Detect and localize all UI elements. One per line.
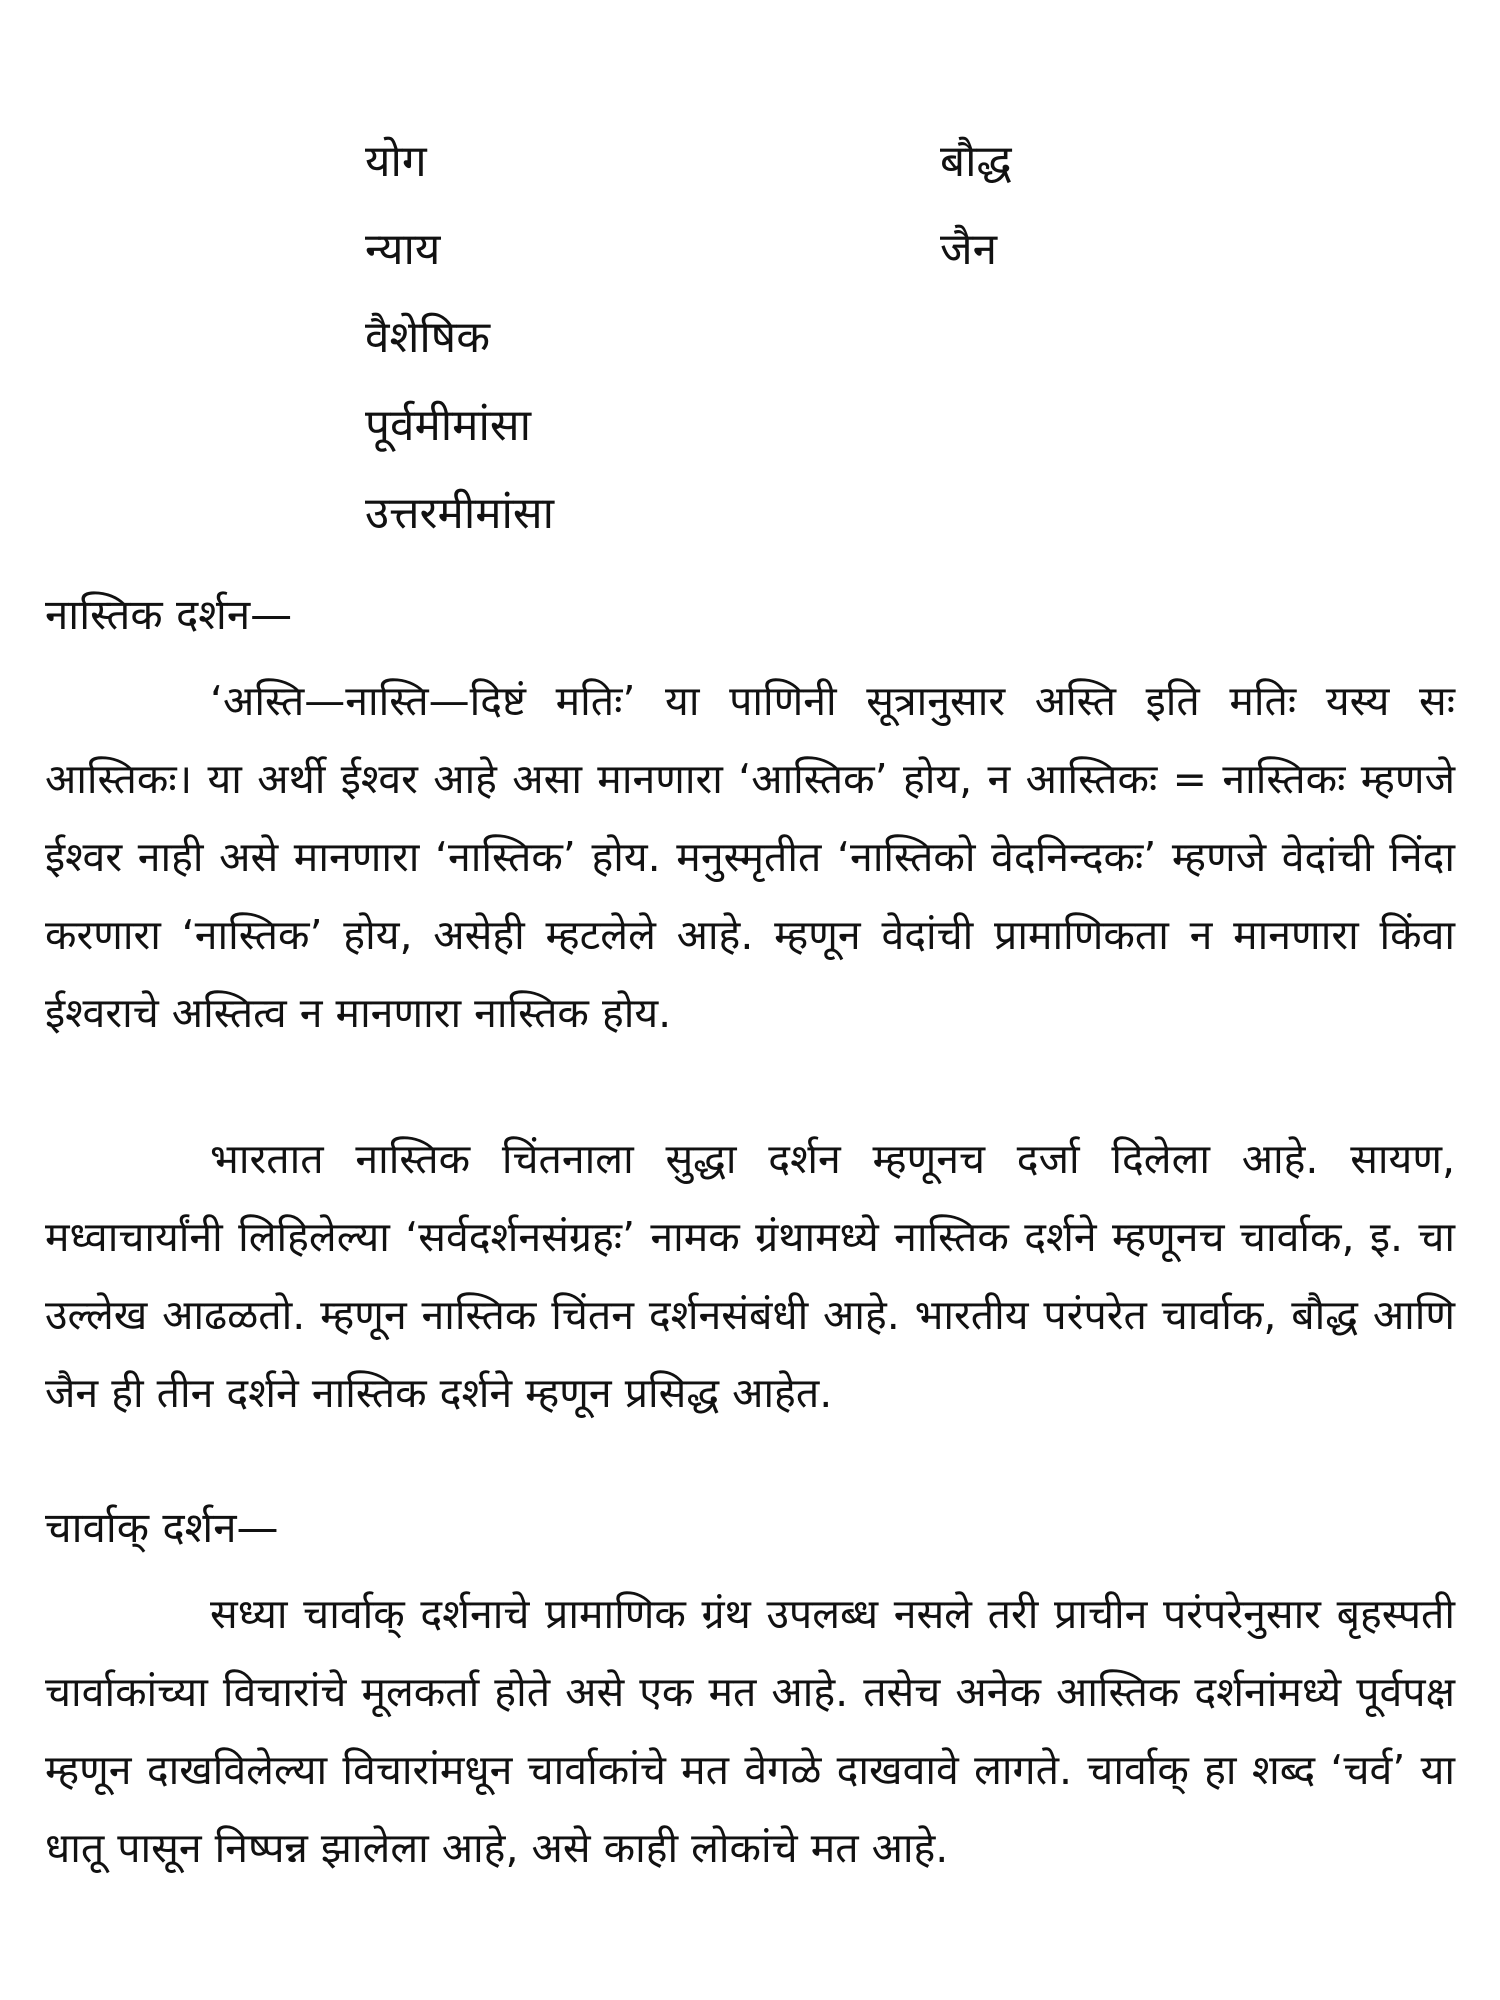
paragraph: सध्या चार्वाक् दर्शनाचे प्रामाणिक ग्रंथ उपलब्ध नसले तरी प्राचीन परंपरेनुसार बृहस्पती चार्वाकांच्या विचारांचे मूलकर्ता होते असे एक मत आहे. तसेच अनेक आस्तिक दर्शनांमध्ये पूर्वपक्ष म्हणून दाखविलेल्या विचारांमधून चार्वाकांचे मत वेगळे दाखवावे लागते. चार्वाक् हा शब्द ‘चर्व’ या धातू पासून निष्पन्न झालेला आहे, असे काही लोकांचे मत आहे.: [45, 1590, 1455, 1872]
paragraph: भारतात नास्तिक चिंतनाला सुद्धा दर्शन म्हणूनच दर्जा दिलेला आहे. सायण, मध्वाचार्यांनी लिहिलेल्या ‘सर्वदर्शनसंग्रहः’ नामक ग्रंथामध्ये नास्तिक दर्शने म्हणूनच चार्वाक, इ. चा उल्लेख आढळतो. म्हणून नास्तिक चिंतन दर्शनसंबंधी आहे. भारतीय परंपरेत चार्वाक, बौद्ध आणि जैन ही तीन दर्शने नास्तिक दर्शने म्हणून प्रसिद्ध आहेत.: [45, 1135, 1455, 1417]
astik-school-item: उत्तरमीमांसा: [365, 488, 555, 539]
astik-school-item: पूर्वमीमांसा: [365, 400, 532, 451]
section-heading-charvak: चार्वाक् दर्शन—: [45, 1503, 279, 1552]
paragraph: ‘अस्ति—नास्ति—दिष्टं मतिः’ या पाणिनी सूत्रानुसार अस्ति इति मतिः यस्य सः आस्तिकः। या अर्थी ईश्वर आहे असा मानणारा ‘आस्तिक’ होय, न आस्तिकः = नास्तिकः म्हणजे ईश्वर नाही असे मानणारा ‘नास्तिक’ होय. मनुस्मृतीत ‘नास्तिको वेदनिन्दकः’ म्हणजे वेदांची निंदा करणारा ‘नास्तिक’ होय, असेही म्हटलेले आहे. म्हणून वेदांची प्रामाणिकता न मानणारा किंवा ईश्वराचे अस्तित्व न मानणारा नास्तिक होय.: [45, 677, 1455, 1037]
nastik-school-item: जैन: [940, 224, 998, 275]
astik-school-item: न्याय: [365, 224, 441, 275]
astik-school-item: वैशेषिक: [365, 312, 491, 363]
astik-school-item: योग: [365, 136, 427, 187]
section-heading-nastik: नास्तिक दर्शन—: [45, 590, 293, 639]
astik-schools-column: [365, 118, 940, 558]
schools-list: [365, 118, 1265, 558]
nastik-school-item: बौद्ध: [940, 136, 1012, 187]
nastik-schools-column: [940, 118, 1012, 558]
